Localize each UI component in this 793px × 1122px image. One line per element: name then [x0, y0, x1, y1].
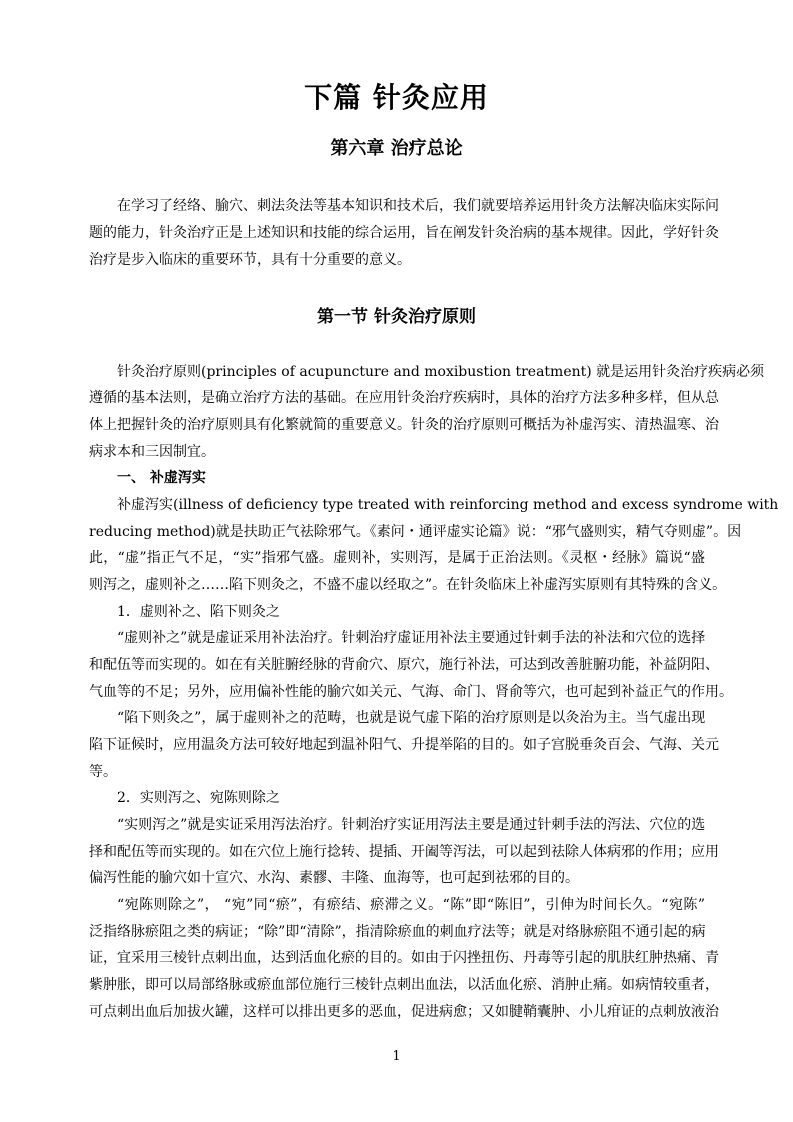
paragraph-line: 偏泻性能的腧穴如十宣穴、水沟、素髎、丰隆、血海等，也可起到祛邪的目的。	[89, 870, 579, 886]
paragraph-line: 治疗是步入临床的重要环节，具有十分重要的意义。	[89, 252, 411, 268]
part-title: 下篇 针灸应用	[304, 81, 489, 114]
paragraph-line: 此，“虚”指正气不足，“实”指邪气盛。虚则补，实则泻，是属于正治法则。《灵枢・经脉》篇说“盛	[89, 550, 705, 566]
section-title: 第一节 针灸治疗原则	[317, 307, 476, 327]
paragraph-line: 则泻之，虚则补之……陷下则灸之，不盛不虚以经取之”。在针灸临床上补虚泻实原则有其特殊的含义。	[89, 577, 727, 593]
paragraph-line: reducing method)就是扶助正气祛除邪气。《素问・通评虚实论篇》说：“邪气盛则实，精气夺则虚”。因	[89, 524, 742, 540]
paragraph-line: “陷下则灸之”，属于虚则补之的范畴，也就是说气虚下陷的治疗原则是以灸治为主。当气虚出现	[117, 710, 706, 726]
paragraph-line: 证，宜采用三棱针点刺出血，达到活血化瘀的目的。如由于闪挫扭伤、丹毒等引起的肌肤红肿热痛、青	[89, 950, 719, 966]
page-number: 1	[392, 1049, 401, 1064]
paragraph-line: “虚则补之”就是虚证采用补法治疗。针刺治疗虚证用补法主要通过针刺手法的补法和穴位的选择	[117, 630, 706, 646]
chapter-title: 第六章 治疗总论	[330, 138, 463, 159]
paragraph-line: 在学习了经络、腧穴、刺法灸法等基本知识和技术后，我们就要培养运用针灸方法解决临床实际问	[117, 198, 719, 214]
paragraph-line: “宛陈则除之”， “宛”同“瘀”，有瘀结、瘀滞之义。“陈”即“陈旧”，引伸为时间长久。“宛陈”	[117, 897, 705, 913]
paragraph-line: 题的能力，针灸治疗正是上述知识和技能的综合运用，旨在阐发针灸治病的基本规律。因此，学好针灸	[89, 225, 719, 241]
paragraph-line: 可点刺出血后加拔火罐，这样可以排出更多的恶血，促进病愈；又如腱鞘囊肿、小儿疳证的点刺放液治	[89, 1004, 719, 1020]
paragraph-line: 等。	[89, 764, 117, 780]
paragraph-line: 气血等的不足；另外，应用偏补性能的腧穴如关元、气海、命门、肾俞等穴，也可起到补益正气的作用。	[89, 684, 733, 700]
subheading-line: 2．实则泻之、宛陈则除之	[117, 790, 280, 806]
paragraph-line: 补虚泻实(illness of deficiency type treated with reinforcing method and excess syndrome with	[117, 497, 779, 513]
paragraph-line: “实则泻之”就是实证采用泻法治疗。针刺治疗实证用泻法主要是通过针刺手法的泻法、穴位的选	[117, 817, 706, 833]
heading-line: 一、 补虚泻实	[117, 470, 206, 486]
paragraph-line: 体上把握针灸的治疗原则具有化繁就简的重要意义。针灸的治疗原则可概括为补虚泻实、清热温寒、治	[89, 417, 719, 433]
paragraph-line: 择和配伍等而实现的。如在穴位上施行捻转、提插、开阖等泻法，可以起到祛除人体病邪的作用；应用	[89, 844, 719, 860]
paragraph-line: 和配伍等而实现的。如在有关脏腑经脉的背俞穴、原穴，施行补法，可达到改善脏腑功能，补益阴阳、	[89, 657, 719, 673]
paragraph-line: 陷下证候时，应用温灸方法可较好地起到温补阳气、升提举陷的目的。如子宫脱垂灸百会、气海、关元	[89, 737, 719, 753]
paragraph-line: 紫肿胀，即可以局部络脉或瘀血部位施行三棱针点刺出血法，以活血化瘀、消肿止痛。如病情较重者，	[89, 977, 719, 993]
subheading-line: 1．虚则补之、陷下则灸之	[117, 604, 280, 620]
paragraph-line: 病求本和三因制宜。	[89, 444, 215, 460]
paragraph-line: 遵循的基本法则，是确立治疗方法的基础。在应用针灸治疗疾病时，具体的治疗方法多种多样，但从总	[89, 390, 719, 406]
paragraph-line: 泛指络脉瘀阻之类的病证；“除”即“清除”，指清除瘀血的刺血疗法等；就是对络脉瘀阻不通引起的病	[89, 924, 706, 940]
paragraph-line: 针灸治疗原则(principles of acupuncture and moxibustion treatment) 就是运用针灸治疗疾病必须	[117, 364, 765, 380]
